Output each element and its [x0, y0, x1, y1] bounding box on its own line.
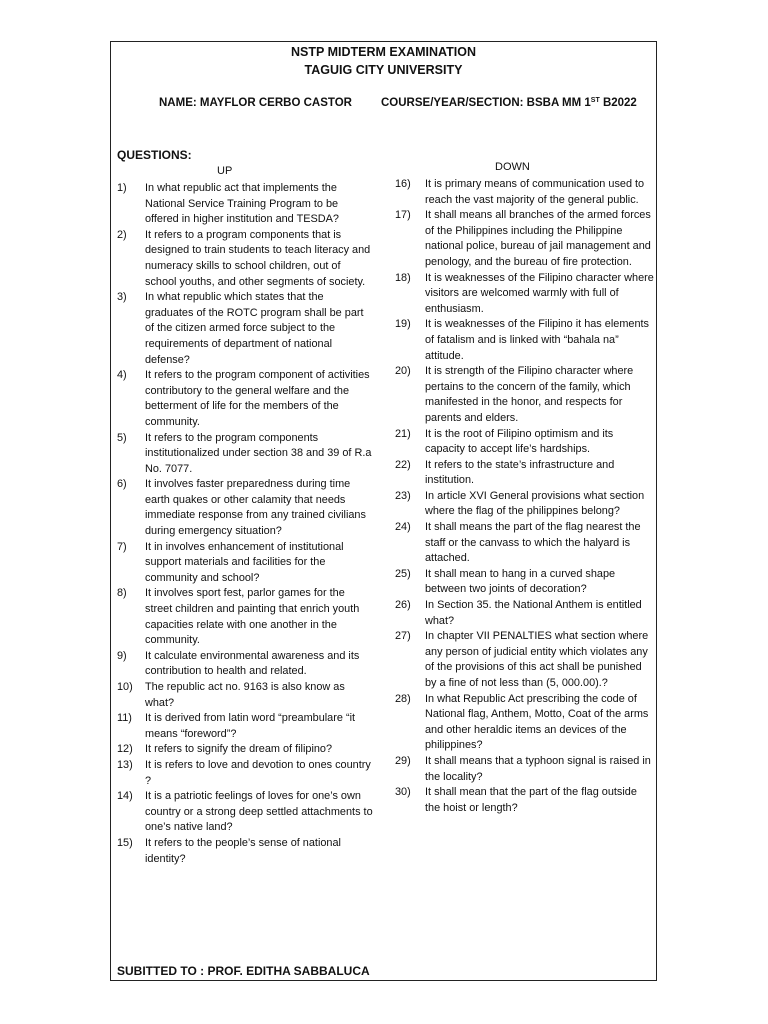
question-text: In Section 35. the National Anthem is entitled what?: [425, 599, 642, 627]
question-text: It is weaknesses of the Filipino it has elements of fatalism and is linked with “bahala na” attitude.: [425, 318, 649, 362]
question-item: [117, 477, 373, 539]
exam-title: NSTP MIDTERM EXAMINATION: [291, 45, 476, 59]
up-question-list: [117, 181, 373, 867]
question-text: It is refers to love and devotion to ones country ?: [145, 758, 371, 787]
question-number: 1): [117, 182, 127, 194]
question-text: It refers to the state’s infrastructure and institution.: [425, 458, 615, 487]
down-heading: DOWN: [495, 161, 530, 173]
question-item: [395, 427, 655, 458]
question-number: 8): [117, 587, 127, 600]
exam-sheet: [110, 41, 657, 981]
question-number: 21): [395, 427, 411, 440]
question-item: [395, 271, 655, 318]
question-item: [117, 711, 373, 742]
question-number: 3): [117, 291, 127, 304]
question-text: It is primary means of communication used to reach the vast majority of the general public.: [425, 178, 645, 206]
question-text: The republic act no. 9163 is also know as what?: [145, 681, 345, 709]
question-text: It involves faster preparedness during time earth quakes or other calamity that needs immediate response from any trained civilians during emergency situation?: [145, 478, 366, 538]
question-item: [117, 649, 373, 680]
question-number: 18): [395, 271, 411, 284]
question-text: In article XVI General provisions what section where the flag of the philippines belong?: [425, 489, 645, 518]
question-number: 24): [395, 521, 411, 534]
course-text: COURSE/YEAR/SECTION: BSBA MM 1: [381, 97, 591, 109]
question-item: [395, 458, 655, 489]
school-name: TAGUIG CITY UNIVERSITY: [304, 63, 463, 77]
question-item: [395, 754, 655, 785]
question-text: It refers to the program components institutionalized under section 38 and 39 of R.a No. 7077.: [145, 431, 372, 475]
up-heading: UP: [217, 165, 233, 177]
question-text: It refers to signify the dream of filipino?: [145, 743, 333, 756]
question-number: 16): [395, 178, 411, 190]
question-number: 15): [117, 836, 133, 849]
question-text: In what Republic Act prescribing the code of National flag, Anthem, Motto, Coat of the arms and other heraldic items an devices of the philippines?: [425, 692, 649, 752]
question-number: 9): [117, 649, 127, 662]
question-item: [117, 540, 373, 587]
question-text: It shall means all branches of the armed forces of the Philippines including the Philippine national police, bureau of jail management and penology, and the bureau of fire protection.: [425, 209, 651, 268]
course-section: [381, 97, 637, 109]
question-number: 23): [395, 489, 411, 502]
question-text: It is a patriotic feelings of loves for one’s own country or a strong deep settled attachments to one’s native land?: [145, 790, 373, 834]
question-text: It refers to the people’s sense of national identity?: [145, 836, 341, 865]
question-number: 11): [117, 712, 132, 725]
question-number: 4): [117, 369, 127, 382]
question-text: It shall means the part of the flag nearest the staff or the canvass to which the halyard is attached.: [425, 521, 641, 565]
question-number: 27): [395, 630, 411, 643]
question-number: 25): [395, 567, 411, 580]
question-item: [117, 431, 373, 478]
question-number: 29): [395, 754, 411, 767]
question-number: 30): [395, 786, 411, 799]
questions-label: QUESTIONS:: [117, 148, 192, 162]
question-text: It shall mean to hang in a curved shape between two joints of decoration?: [425, 567, 616, 596]
course-ordinal: ST: [590, 97, 600, 104]
question-item: [395, 629, 655, 691]
submitted-to: SUBITTED TO : PROF. EDITHA SABBALUCA: [117, 964, 370, 978]
question-item: [117, 181, 373, 228]
question-item: [395, 317, 655, 364]
course-year: B2022: [599, 97, 637, 109]
question-number: 28): [395, 692, 411, 705]
question-item: [395, 520, 655, 567]
question-text: It calculate environmental awareness and its contribution to health and related.: [145, 649, 360, 678]
question-text: In what republic act that implements the National Service Training Program to be offered in higher institution and TESDA?: [145, 182, 339, 226]
question-text: It refers to the program component of activities contributory to the general welfare and the betterment of life for the members of the community.: [145, 369, 370, 428]
question-item: [117, 836, 373, 867]
question-text: It involves sport fest, parlor games for the street children and painting that enrich youth capacities relate with one another in the community.: [145, 587, 360, 647]
question-number: 17): [395, 209, 411, 222]
question-item: [395, 208, 655, 270]
question-number: 19): [395, 318, 411, 331]
question-number: 6): [117, 478, 127, 491]
question-item: [395, 567, 655, 598]
question-text: It shall means that a typhoon signal is raised in the locality?: [425, 754, 651, 783]
question-text: It shall mean that the part of the flag outside the hoist or length?: [425, 786, 637, 814]
question-item: [395, 364, 655, 426]
question-item: [117, 758, 373, 789]
question-text: In chapter VII PENALTIES what section where any person of judicial entity which violates any of the provisions of this act shall be punished by a fine of not less than (5, 000.00).?: [425, 630, 649, 689]
down-question-list: [395, 177, 655, 816]
question-item: [395, 598, 655, 629]
question-item: [117, 228, 373, 290]
question-item: [395, 177, 655, 208]
question-number: 13): [117, 758, 133, 771]
question-number: 22): [395, 458, 411, 471]
question-number: 12): [117, 743, 133, 756]
question-text: It is the root of Filipino optimism and its capacity to accept life’s hardships.: [425, 427, 614, 456]
question-item: [395, 785, 655, 816]
question-item: [117, 290, 373, 368]
question-number: 10): [117, 681, 133, 693]
question-item: [117, 368, 373, 430]
question-item: [395, 692, 655, 754]
question-number: 26): [395, 599, 411, 612]
question-item: [117, 789, 373, 836]
question-text: It is derived from latin word “preambulare “it means “foreword”?: [145, 712, 356, 740]
question-number: 7): [117, 540, 127, 553]
question-item: [117, 742, 373, 758]
question-item: [117, 586, 373, 648]
question-item: [117, 680, 373, 711]
question-item: [395, 489, 655, 520]
question-text: It is strength of the Filipino character where pertains to the concern of the family, which manifested in the honor, and respects for parents and elders.: [425, 365, 634, 424]
question-text: It refers to a program components that is designed to train students to teach literacy and numeracy skills to school children, out of school youths, and other segments of society.: [145, 228, 371, 288]
question-text: It is weaknesses of the Filipino character where visitors are welcomed warmly with full of enthusiasm.: [425, 271, 654, 315]
student-name: NAME: MAYFLOR CERBO CASTOR: [159, 97, 352, 109]
question-number: 20): [395, 365, 411, 378]
question-text: In what republic which states that the graduates of the ROTC program shall be part of the citizen armed force subject to the requirements of department of national defense?: [145, 291, 364, 366]
question-number: 14): [117, 790, 133, 803]
question-text: It in involves enhancement of institutional support materials and facilities for the community and school?: [145, 540, 344, 584]
question-number: 2): [117, 228, 127, 241]
question-number: 5): [117, 431, 127, 444]
